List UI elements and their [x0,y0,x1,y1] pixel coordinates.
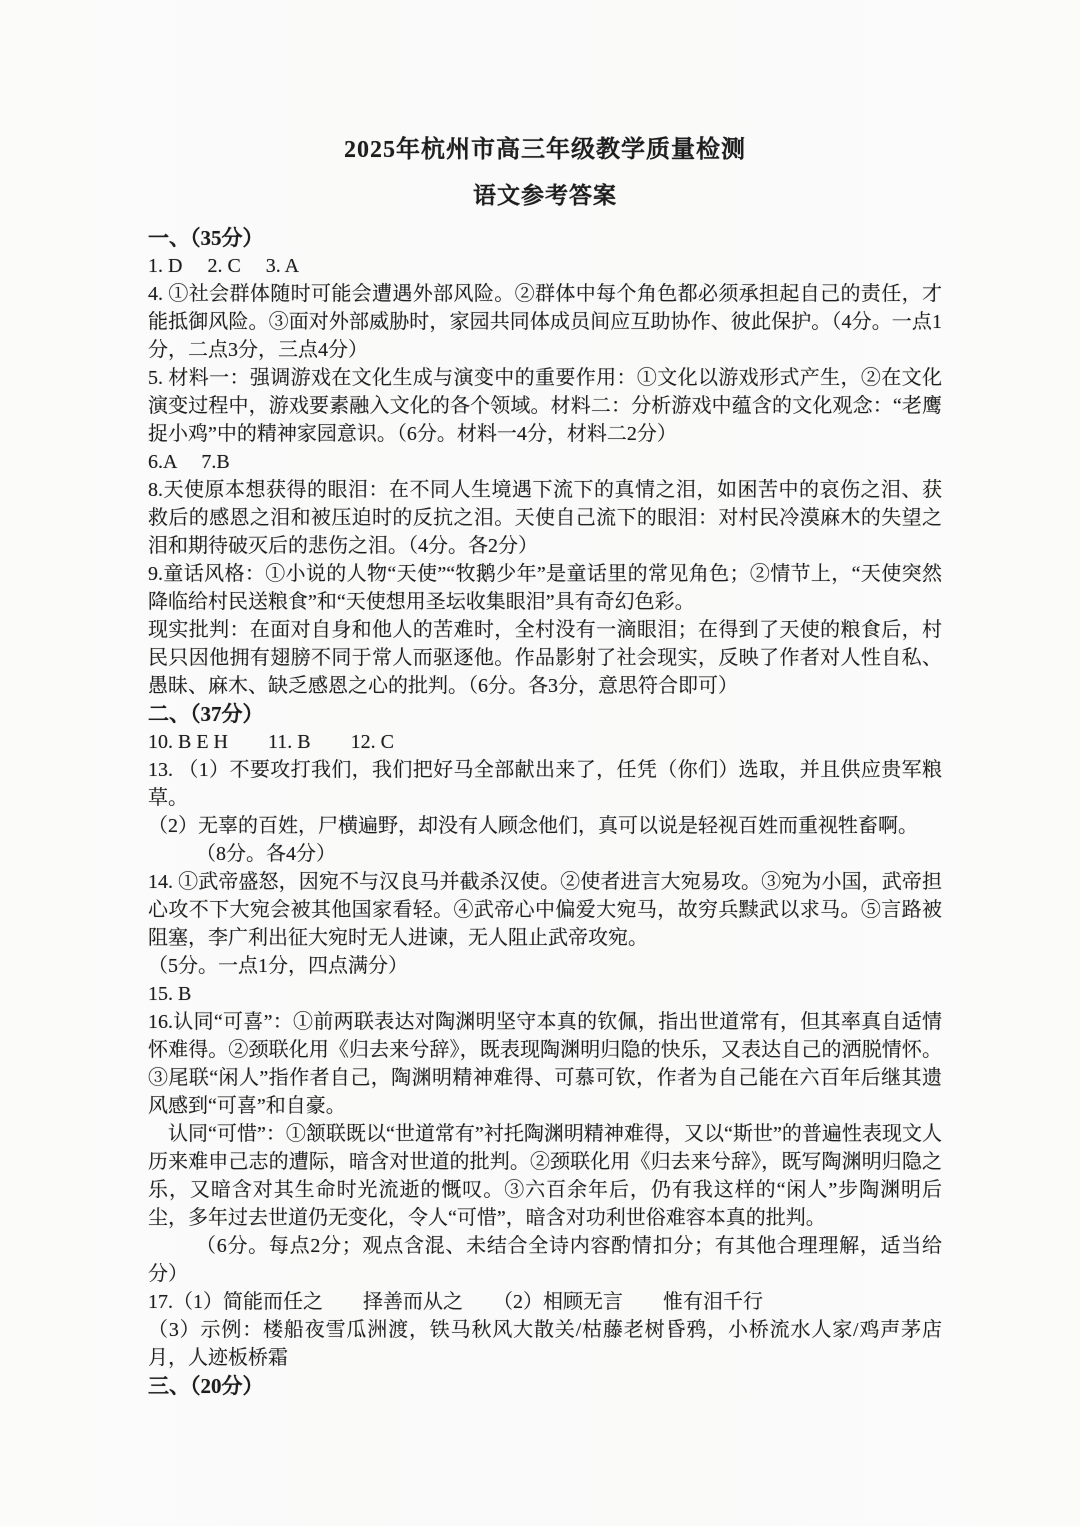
answer-q16-agree-delight: 16.认同“可喜”：①前两联表达对陶渊明坚守本真的钦佩，指出世道常有，但其率真自适情怀难得。②颈联化用《归去来兮辞》，既表现陶渊明归隐的快乐，又表达自己的洒脱情怀。③尾联“闲人”指作者自己，陶渊明精神难得、可慕可钦，作者为自己能在六百年后继其遗风感到“可喜”和自豪。 [148,1011,942,1117]
answer-q17-parts1-2: 17.（1）简能而任之 择善而从之 （2）相顾无言 惟有泪千行 [148,1291,763,1313]
answers-q10-to-q12: 10. B E H 11. B 12. C [148,731,394,753]
answer-q9-fairy-tale-style: 9.童话风格：①小说的人物“天使”“牧鹅少年”是童话里的常见角色；②情节上，“天使突然降临给村民送粮食”和“天使想用圣坛收集眼泪”具有奇幻色彩。 [148,563,942,613]
answers-q6-q7: 6.A 7.B [148,451,230,473]
document-content [148,134,942,1400]
answer-q15: 15. B [148,983,192,1005]
document-subtitle: 语文参考答案 [473,183,617,208]
answer-q16-scoring-note: （6分。每点2分；观点含混、未结合全诗内容酌情扣分；有其他合理理解，适当给分） [148,1235,942,1285]
answer-q14-scoring-note: （5分。一点1分，四点满分） [148,955,408,977]
answer-q13-part2: （2）无辜的百姓，尸横遍野，却没有人顾念他们，真可以说是轻视百姓而重视牲畜啊。 [148,815,918,837]
section-1-heading: 一、（35分） [148,226,264,250]
section-3-heading: 三、（20分） [148,1374,264,1398]
answer-q13-scoring-note: （8分。各4分） [196,843,336,865]
section-2-heading: 二、（37分） [148,702,264,726]
answer-q9-reality-critique: 现实批判：在面对自身和他人的苦难时，全村没有一滴眼泪；在得到了天使的粮食后，村民只因他拥有翅膀不同于常人而驱逐他。作品影射了社会现实，反映了作者对人性自私、愚昧、麻木、缺乏感恩之心的批判。（6分。各3分，意思符合即可） [148,619,942,697]
answer-q13-part1: 13. （1）不要攻打我们，我们把好马全部献出来了，任凭（你们）选取，并且供应贵军粮草。 [148,759,942,809]
answer-q8: 8.天使原本想获得的眼泪：在不同人生境遇下流下的真情之泪，如困苦中的哀伤之泪、获救后的感恩之泪和被压迫时的反抗之泪。天使自己流下的眼泪：对村民冷漠麻木的失望之泪和期待破灭后的悲伤之泪。（4分。各2分） [148,479,942,557]
document-title: 2025年杭州市高三年级教学质量检测 [344,137,746,163]
answer-q5: 5. 材料一：强调游戏在文化生成与演变中的重要作用：①文化以游戏形式产生，②在文化演变过程中，游戏要素融入文化的各个领域。材料二：分析游戏中蕴含的文化观念：“老鹰捉小鸡”中的精神家园意识。（6分。材料一4分，材料二2分） [148,367,942,445]
answer-q14: 14. ①武帝盛怒，因宛不与汉良马并截杀汉使。②使者进言大宛易攻。③宛为小国，武帝担心攻不下大宛会被其他国家看轻。④武帝心中偏爱大宛马，故穷兵黩武以求马。⑤言路被阻塞，李广利出征大宛时无人进谏，无人阻止武帝攻宛。 [148,871,942,949]
answer-q16-agree-pity: 认同“可惜”：①颔联既以“世道常有”衬托陶渊明精神难得，又以“斯世”的普遍性表现文人历来难申己志的遭际，暗含对世道的批判。②颈联化用《归去来兮辞》，既写陶渊明归隐之乐，又暗含对其生命时光流逝的慨叹。③六百余年后，仍有我这样的“闲人”步陶渊明后尘，多年过去世道仍无变化，令人“可惜”，暗含对功利世俗难容本真的批判。 [148,1123,942,1229]
answer-q4: 4. ①社会群体随时可能会遭遇外部风险。②群体中每个角色都必须承担起自己的责任，才能抵御风险。③面对外部威胁时，家园共同体成员间应互助协作、彼此保护。（4分。一点1分，二点3分，三点4分） [148,283,942,361]
answer-q17-part3: （3）示例：楼船夜雪瓜洲渡，铁马秋风大散关/枯藤老树昏鸦，小桥流水人家/鸡声茅店月，人迹板桥霜 [148,1319,942,1369]
answers-q1-to-q3: 1. D 2. C 3. A [148,255,300,277]
